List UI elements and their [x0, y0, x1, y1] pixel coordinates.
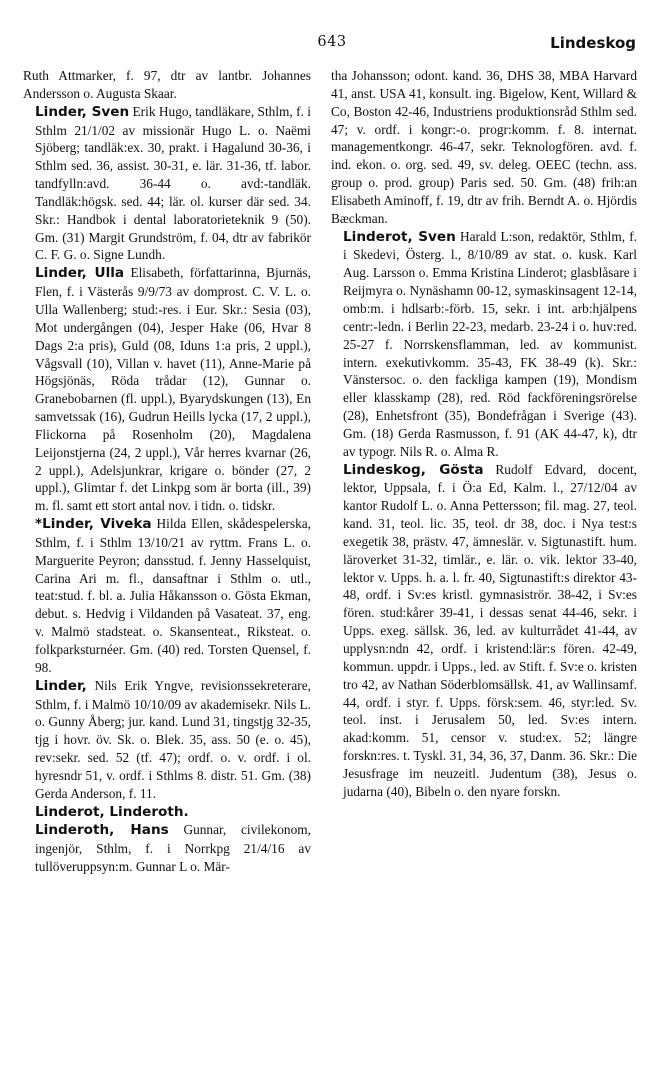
- right-column: [331, 67, 637, 801]
- entry-name: *Linder, Viveka: [35, 516, 152, 533]
- entry-linder-ulla: [23, 264, 311, 515]
- entry-linderot-crossref: [23, 803, 311, 822]
- entry-lindeskog-gosta: [331, 461, 637, 801]
- entry-text: Harald L:son, redaktör, Sthlm, f. i Skedevi, Österg. l., 8/10/89 av stat. o. kusk. Karl Aug. Larsson o. Emma Kristina Linderot; glasblåsare i Reijmyra o. Nynäshamn 00-12, symaskinsagent 12-14, omb:m. i hdlsarb:-förb. 15, sekr. i int. arb:hjälpens centr:-ledn. i Berlin 22-23, medarb. 23-24 i o. huv:red. 25-27 f. Norrskensflamman, led. av kommunist. intern. exekutivkomm. 35-43, FK 38-49 (k). Skr.: Vänstersoc. o. den fackliga kampen (19), Mondism eller klasskamp (28), red. Röd fackföreningsrörelse (28), Enhetsfront (35), Bondefrågan i Sverige (43). Gm. (18) Gerda Rasmusson, f. 91 (AK 44-47, k), dtr av typogr. Nils R. o. Alma R.: [343, 228, 638, 459]
- entry-name: Linder, Ulla: [35, 265, 125, 282]
- entry-text: Ruth Attmarker, f. 97, dtr av lantbr. Johannes Andersson o. Augusta Skaar.: [23, 68, 311, 101]
- page-header: [0, 20, 664, 52]
- page-number: 643: [317, 34, 347, 50]
- entry-linderoth-hans: [23, 821, 311, 876]
- entry-continuation: [23, 67, 311, 103]
- entry-linder-sven: [23, 103, 311, 265]
- entry-linder-nils: [23, 677, 311, 803]
- entry-name: Linderot, Linderoth.: [35, 803, 189, 820]
- entry-text: Gunnar, civilekonom, ingenjör, Sthlm, f. i Norrkpg 21/4/16 av tullöveruppsyn:m. Gunnar L o. Mär-: [35, 822, 311, 875]
- left-column: [23, 67, 311, 876]
- entry-text: Erik Hugo, tandläkare, Sthlm, f. i Sthlm 21/1/02 av missionär Hugo L. o. Naëmi Sjöberg; tandläk:ex. 30, prakt. i Hagalund 30-36, i Sthlm sed. 36, assist. 30-31, e. lär. 31-36, tf. labor. tandfylln:avd. 36-44 o. avd:-tandläk. Tandläk:högsk. sed. 44; lär. ol. kurser där sed. 34. Skr.: Handbok i dental laboratorieteknik 9 (50). Gm. (31) Margit Grundström, f. 04, dtr av fabrikör C. F. G. o. Signe Lundh.: [35, 103, 311, 263]
- entry-name: Linderot, Sven: [343, 228, 456, 245]
- entry-text: Elisabeth, författarinna, Bjurnäs, Flen, f. i Västerås 9/9/73 av domprost. C. V. L. o. Ulla Wallenberg; stud:-res. i Eur. Skr.: Sesia (03), Mot undergången (04), Jesper Hake (06, Hvar 8 Dags 2:a pris), Guld (08, Iduns 1:a pris, 2 uppl.), Vågsvall (10), Villan v. havet (11), Anne-Marie på Högsjönäs, Röda trådar (12), Gunnar o. Granebobarnen (fl. uppl.), Byarydskungen (13), En samvetssak (16), Gudrun Heills lycka (17, 2 uppl.), Flickorna på Rosenholm (20), Magdalena Leijonstjerna (24, 2 uppl.), Vår herres kvarnar (26, 2 uppl.), Adelsjunkrar, krigare o. bönder (27, 2 uppl.), Glimtar f. det Linkpg som är borta (ill., 39) m. fl. samt ett stort antal nov. i tidn. o. tidskr.: [35, 265, 311, 514]
- entry-name: Linder,: [35, 677, 87, 694]
- entry-linder-viveka: [23, 515, 311, 677]
- running-head: Lindeskog: [550, 34, 636, 52]
- entry-text: tha Johansson; odont. kand. 36, DHS 38, MBA Harvard 41, anst. USA 41, konsult. ing. Bigelow, Kent, Willard & Co, Boston 42-46, Industriens produktionsråd Sthlm sed. 47; v. ordf. i kongr:-o. progr:komm. f. 8. internat. managementkongr. 46-47, sekr. Teknologfören. avd. f. ind. ekon. o. org. sed. 49, sv. deleg. OEEC (techn. ass. group o. prod. group) Paris sed. 50. Gm. (48) frih:an Elisabeth Aminoff, f. 19, dtr av frih. Berndt A. o. Hjördis Bæckman.: [331, 68, 637, 226]
- entry-name: Linder, Sven: [35, 103, 130, 120]
- entry-text: Rudolf Edvard, docent, lektor, Uppsala, f. i Ö:a Ed, Kalm. l., 27/12/04 av kantor Rudolf L. o. Anna Pettersson; fil. mag. 27, teol. kand. 31, teol. lic. 35, teol. dr 38, doc. i Nya test:s exegetik 38, prästv. 47, ämneslär. v. Sigtunastift. hum. läroverket 31-32, timlär., e. lär. o. vik. lektor 33-40, lektor v. Upps. h. a. l. fr. 40, Sigtunastift:s direktor 43-48, ordf. i Sv:es kristl. gymnasiströr. 38-42, i Sv:es fören. stud:kårer 39-41, i dessas senat 44-46, sekr. i Upps. exeg. sällsk. 36, led. av kulturrådet 41-44, av upplysn:ndn 42, ordf. i kristend:lär:s fören. 42-49, kommun. uppdr. i Upps., led. av Stift. f. Sv:e o. kristen tro 42, av Nathan Söderblomsällsk. 41, av Wallinsamf. 44, ordf. i styr. f. Upps. försk:sem. 46, styr:led. Sv. teol. inst. i Jerusalem 50, led. Sv:es intern. akad:komm. 51, censor v. stud:ex. 52; längre forskn:res. t. Tyskl. 31, 34, 36, 37, Danm. 36. Skr.: Die Jesusfrage im neuzeitl. Judentum (38), Jesus o. judarna (40), Bibeln o. den nyare forskn.: [343, 461, 637, 799]
- entry-name: Lindeskog, Gösta: [343, 461, 484, 478]
- entry-text: Nils Erik Yngve, revisionssekreterare, Sthlm, f. i Malmö 10/10/09 av akademisekr. Nils L. o. Gunny Åberg; jur. kand. Lund 31, tingstjg 32-35, tjg i hovr. öv. Sk. o. Blek. 35, ass. 50 (e. o. 45), rev:sekr. sed. 52 (tf. 47); ordf. o. v. ordf. i ol. hyresndr 51, v. ordf. i Sthlms 8. distr. 51. Gm. (38) Gerda Anderson, f. 11.: [35, 677, 311, 801]
- entry-linderot-sven: [331, 228, 637, 461]
- entry-name: Linderoth, Hans: [35, 822, 169, 839]
- entry-continuation: [331, 67, 637, 228]
- entry-text: Hilda Ellen, skådespelerska, Sthlm, f. i Sthlm 13/10/21 av ryttm. Frans L. o. Marguerite Peyron; dansstud. f. Jenny Hasselquist, Carina Ari m. fl., dansaftnar i Sthlm o. utl., teat:stud. f. bl. a. Julia Håkansson o. Gösta Ekman, debut. s. Hedvig i Vildanden på Vasateat. 37, eng. v. Malmö stadsteat. o. Skansenteat., Riksteat. o. folkparksturnéer. Gm. (40) red. Torsten Quensel, f. 98.: [35, 516, 311, 675]
